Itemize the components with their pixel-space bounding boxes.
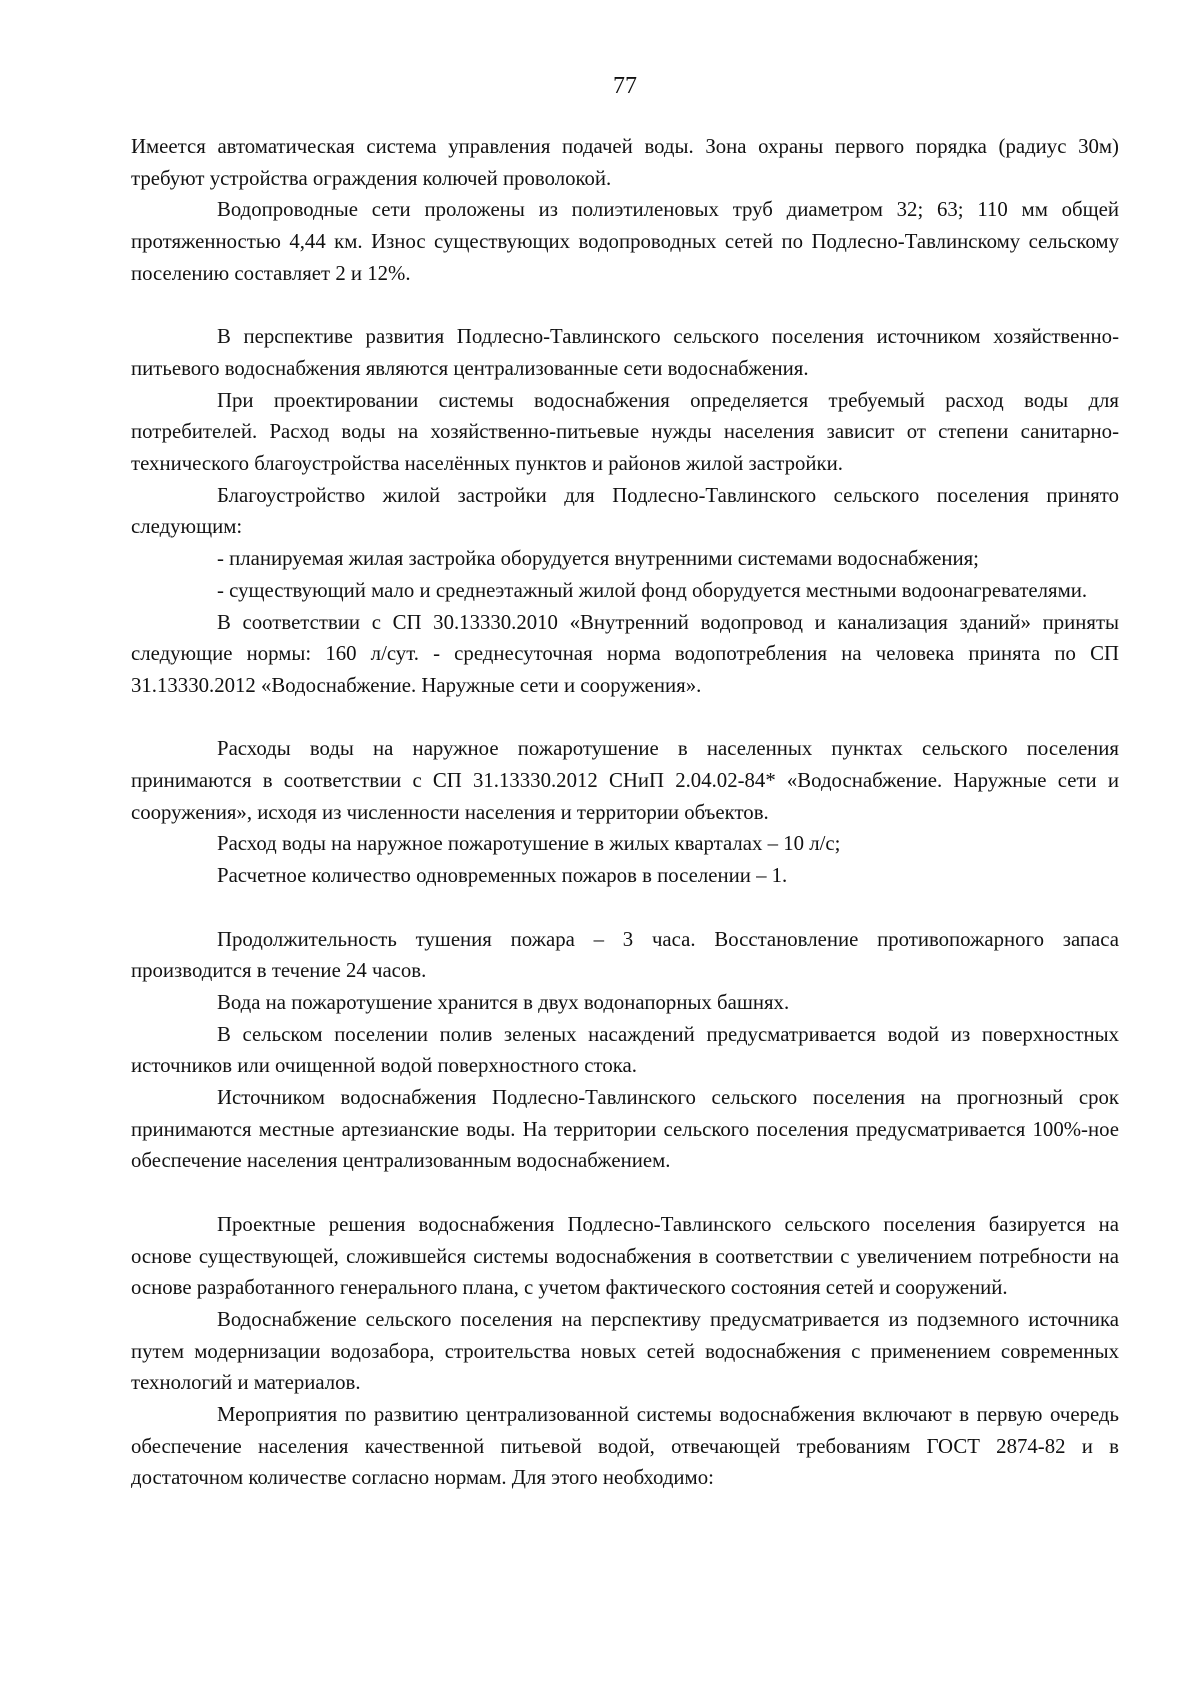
paragraph: Водопроводные сети проложены из полиэтиленовых труб диаметром 32; 63; 110 мм общей протяженностью 4,44 км. Износ существующих водопроводных сетей по Подлесно-Тавлинскому сельскому поселению составляет 2 и 12%. — [131, 198, 1119, 285]
paragraph: Вода на пожаротушение хранится в двух водонапорных башнях. — [217, 990, 790, 1014]
page-number: 77 — [613, 73, 637, 99]
document-body — [131, 131, 1119, 1494]
paragraph: Расход воды на наружное пожаротушение в жилых кварталах – 10 л/с; — [217, 832, 841, 856]
paragraph: При проектировании системы водоснабжения определяется требуемый расход воды для потребителей. Расход воды на хозяйственно-питьевые нужды населения зависит от степени санитарно-технического благоустройства населённых пунктов и районов жилой застройки. — [131, 388, 1119, 476]
paragraph: Расчетное количество одновременных пожаров в поселении – 1. — [217, 864, 788, 888]
paragraph: В перспективе развития Подлесно-Тавлинского сельского поселения источником хозяйственно-питьевого водоснабжения являются централизованные сети водоснабжения. — [131, 325, 1119, 380]
paragraph: Проектные решения водоснабжения Подлесно-Тавлинского сельского поселения базируется на основе существующей, сложившейся системы водоснабжения в соответствии с увеличением потребности на основе разработанного генерального плана, с учетом фактического состояния сетей и сооружений. — [131, 1212, 1119, 1300]
paragraph: В сельском поселении полив зеленых насаждений предусматривается водой из поверхностных источников или очищенной водой поверхностного стока. — [131, 1022, 1119, 1078]
paragraph: Источником водоснабжения Подлесно-Тавлинского сельского поселения на прогнозный срок принимаются местные артезианские воды. На территории сельского поселения предусматривается 100%-ное обеспечение населения централизованным водоснабжением. — [131, 1086, 1119, 1173]
list-item: - существующий мало и среднеэтажный жилой фонд оборудуется местными водоонагревателями. — [217, 578, 1088, 602]
paragraph: Имеется автоматическая система управления подачей воды. Зона охраны первого порядка (радиус 30м) требуют устройства ограждения колючей проволокой. — [131, 135, 1119, 190]
paragraph: Водоснабжение сельского поселения на перспективу предусматривается из подземного источника путем модернизации водозабора, строительства новых сетей водоснабжения с применением современных технологий и материалов. — [131, 1307, 1119, 1395]
paragraph: Расходы воды на наружное пожаротушение в населенных пунктах сельского поселения принимаются в соответствии с СП 31.13330.2012 СНиП 2.04.02-84* «Водоснабжение. Наружные сети и сооружения», исходя из численности населения и территории объектов. — [131, 737, 1119, 824]
list-item: - планируемая жилая застройка оборудуется внутренними системами водоснабжения; — [217, 547, 979, 571]
paragraph: В соответствии с СП 30.13330.2010 «Внутренний водопровод и канализация зданий» приняты следующие нормы: 160 л/сут. - среднесуточная норма водопотребления на человека принята по СП 31.13330.2012 «Водоснабжение. Наружные сети и сооружения». — [131, 610, 1119, 697]
paragraph: Мероприятия по развитию централизованной системы водоснабжения включают в первую очередь обеспечение населения качественной питьевой водой, отвечающей требованиям ГОСТ 2874-82 и в достаточном количестве согласно нормам. Для этого необходимо: — [131, 1403, 1119, 1490]
paragraph: Благоустройство жилой застройки для Подлесно-Тавлинского сельского поселения принято следующим: — [131, 483, 1119, 539]
paragraph: Продолжительность тушения пожара – 3 часа. Восстановление противопожарного запаса производится в течение 24 часов. — [131, 927, 1119, 983]
